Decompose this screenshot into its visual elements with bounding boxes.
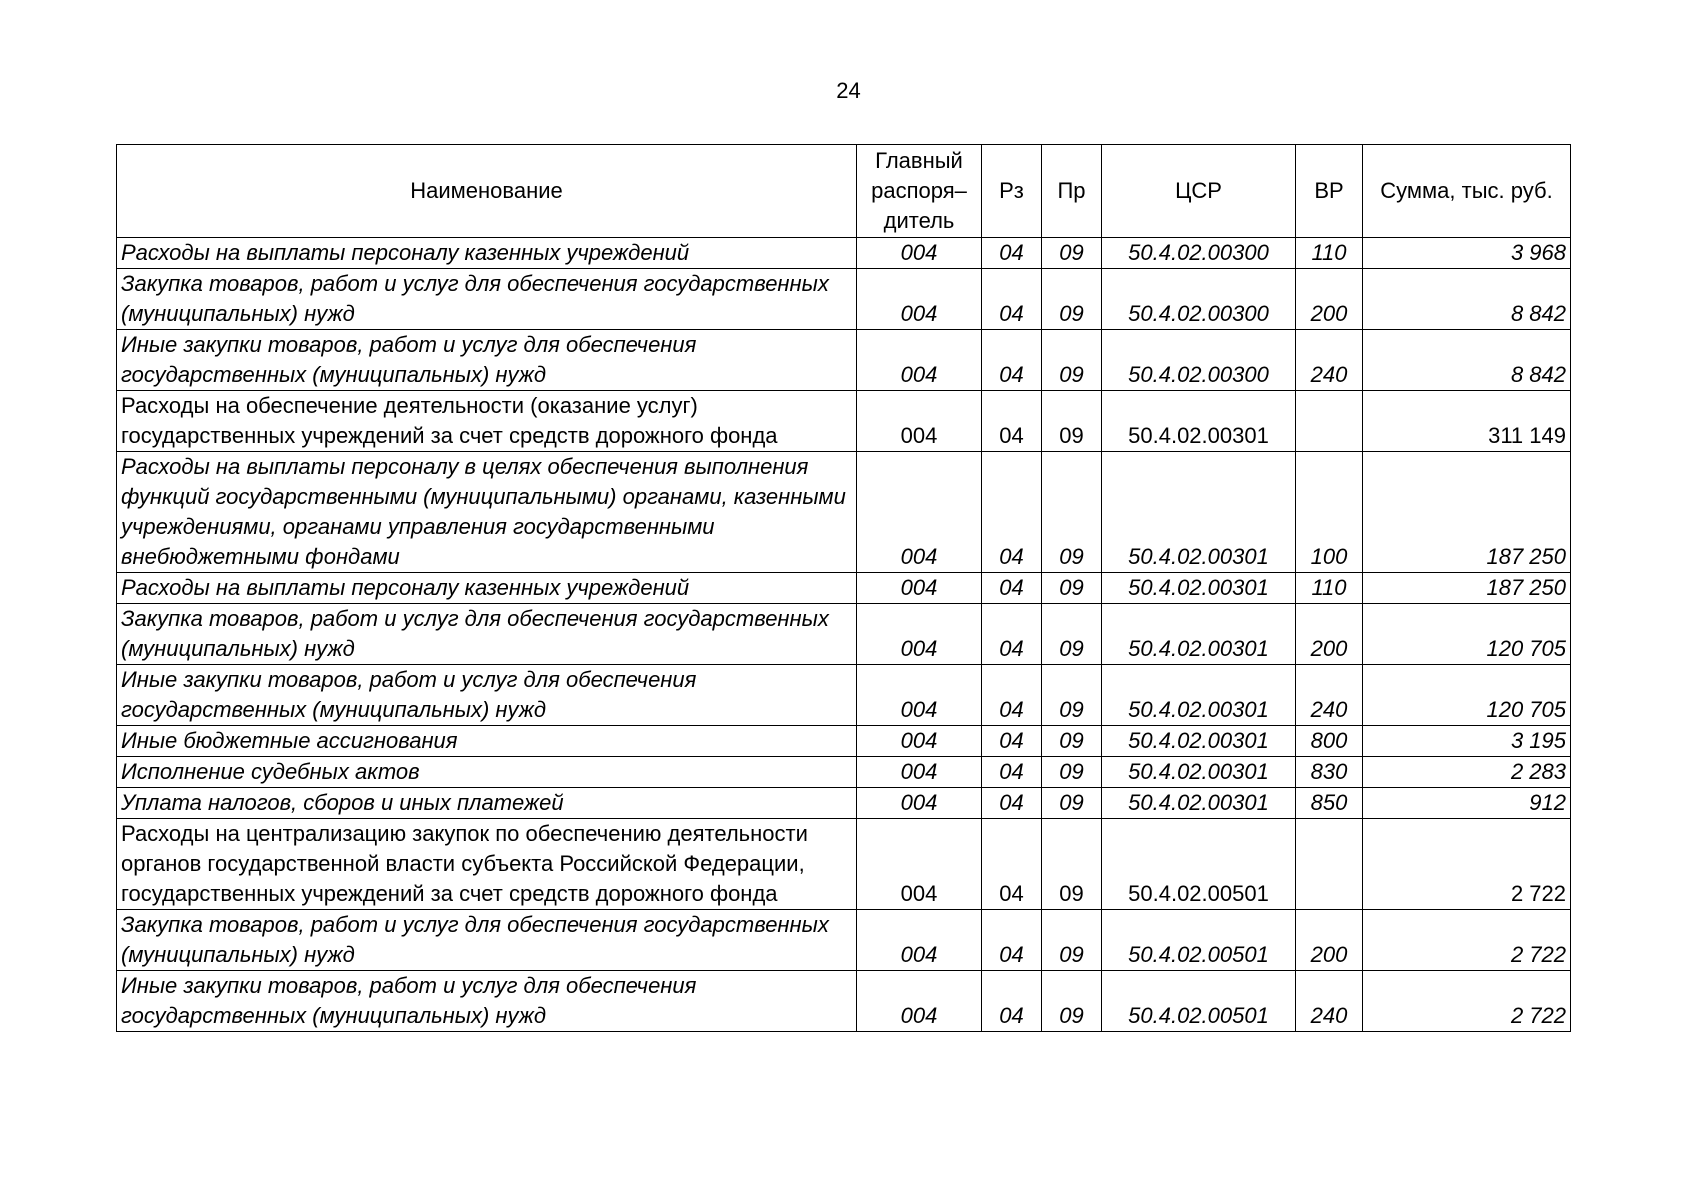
table-header-row [117,145,1571,238]
cell-vr: 240 [1296,330,1363,391]
table-row [117,269,1571,330]
table-row [117,819,1571,910]
cell-sum: 187 250 [1363,573,1571,604]
cell-admin: 004 [857,665,982,726]
cell-csr: 50.4.02.00300 [1102,269,1296,330]
cell-admin: 004 [857,910,982,971]
table-row [117,238,1571,269]
cell-sum: 120 705 [1363,665,1571,726]
cell-name: Иные бюджетные ассигнования [117,726,857,757]
cell-csr: 50.4.02.00301 [1102,452,1296,573]
cell-sum: 2 722 [1363,910,1571,971]
cell-csr: 50.4.02.00301 [1102,665,1296,726]
cell-admin: 004 [857,269,982,330]
cell-rz: 04 [982,391,1042,452]
cell-vr: 110 [1296,238,1363,269]
cell-pr: 09 [1042,665,1102,726]
cell-rz: 04 [982,910,1042,971]
header-name: Наименование [117,145,857,238]
cell-pr: 09 [1042,330,1102,391]
cell-admin: 004 [857,757,982,788]
cell-vr [1296,391,1363,452]
cell-pr: 09 [1042,391,1102,452]
cell-csr: 50.4.02.00301 [1102,726,1296,757]
header-rz: Рз [982,145,1042,238]
cell-name: Расходы на выплаты персоналу в целях обеспечения выполнения функций государственными (муниципальными) органами, казенными учреждениями, органами управления государственными внебюджетными фондами [117,452,857,573]
cell-pr: 09 [1042,269,1102,330]
page-number: 24 [836,78,861,103]
cell-sum: 8 842 [1363,269,1571,330]
cell-vr: 200 [1296,910,1363,971]
cell-sum: 120 705 [1363,604,1571,665]
table-row [117,330,1571,391]
cell-rz: 04 [982,573,1042,604]
table-row [117,910,1571,971]
cell-pr: 09 [1042,971,1102,1032]
header-csr: ЦСР [1102,145,1296,238]
cell-rz: 04 [982,665,1042,726]
cell-vr: 240 [1296,665,1363,726]
cell-admin: 004 [857,788,982,819]
cell-pr: 09 [1042,757,1102,788]
cell-pr: 09 [1042,726,1102,757]
cell-rz: 04 [982,452,1042,573]
cell-sum: 2 722 [1363,971,1571,1032]
table-row [117,757,1571,788]
cell-pr: 09 [1042,819,1102,910]
cell-rz: 04 [982,757,1042,788]
cell-pr: 09 [1042,910,1102,971]
cell-vr: 200 [1296,604,1363,665]
table-row [117,391,1571,452]
cell-name: Расходы на выплаты персоналу казенных учреждений [117,573,857,604]
cell-rz: 04 [982,971,1042,1032]
cell-vr: 110 [1296,573,1363,604]
cell-csr: 50.4.02.00301 [1102,573,1296,604]
cell-sum: 2 722 [1363,819,1571,910]
cell-admin: 004 [857,452,982,573]
table-row [117,452,1571,573]
cell-sum: 187 250 [1363,452,1571,573]
cell-name: Закупка товаров, работ и услуг для обеспечения государственных (муниципальных) нужд [117,604,857,665]
cell-vr: 240 [1296,971,1363,1032]
table-row [117,573,1571,604]
cell-vr: 800 [1296,726,1363,757]
table-row [117,971,1571,1032]
cell-rz: 04 [982,330,1042,391]
cell-admin: 004 [857,604,982,665]
cell-pr: 09 [1042,452,1102,573]
cell-sum: 8 842 [1363,330,1571,391]
cell-admin: 004 [857,971,982,1032]
cell-sum: 3 195 [1363,726,1571,757]
cell-vr: 850 [1296,788,1363,819]
cell-sum: 311 149 [1363,391,1571,452]
cell-vr: 200 [1296,269,1363,330]
cell-name: Иные закупки товаров, работ и услуг для обеспечения государственных (муниципальных) нужд [117,971,857,1032]
cell-admin: 004 [857,391,982,452]
cell-csr: 50.4.02.00300 [1102,238,1296,269]
cell-csr: 50.4.02.00301 [1102,757,1296,788]
cell-sum: 3 968 [1363,238,1571,269]
cell-name: Иные закупки товаров, работ и услуг для обеспечения государственных (муниципальных) нужд [117,665,857,726]
cell-vr: 830 [1296,757,1363,788]
cell-csr: 50.4.02.00501 [1102,910,1296,971]
cell-name: Уплата налогов, сборов и иных платежей [117,788,857,819]
cell-pr: 09 [1042,238,1102,269]
cell-rz: 04 [982,726,1042,757]
cell-rz: 04 [982,269,1042,330]
cell-admin: 004 [857,819,982,910]
cell-csr: 50.4.02.00501 [1102,971,1296,1032]
cell-name: Закупка товаров, работ и услуг для обеспечения государственных (муниципальных) нужд [117,910,857,971]
budget-table [116,144,1571,1032]
header-admin: Главный распоря– дитель [857,145,982,238]
header-vr: ВР [1296,145,1363,238]
cell-rz: 04 [982,604,1042,665]
cell-pr: 09 [1042,604,1102,665]
cell-sum: 2 283 [1363,757,1571,788]
table-row [117,665,1571,726]
cell-rz: 04 [982,788,1042,819]
cell-name: Расходы на обеспечение деятельности (оказание услуг) государственных учреждений за счет средств дорожного фонда [117,391,857,452]
table-row [117,726,1571,757]
cell-pr: 09 [1042,788,1102,819]
cell-name: Исполнение судебных актов [117,757,857,788]
cell-name: Расходы на централизацию закупок по обеспечению деятельности органов государственной власти субъекта Российской Федерации, государственных учреждений за счет средств дорожного фонда [117,819,857,910]
cell-pr: 09 [1042,573,1102,604]
cell-sum: 912 [1363,788,1571,819]
cell-admin: 004 [857,573,982,604]
table-row [117,604,1571,665]
cell-vr: 100 [1296,452,1363,573]
cell-csr: 50.4.02.00501 [1102,819,1296,910]
cell-vr [1296,819,1363,910]
table-row [117,788,1571,819]
cell-csr: 50.4.02.00301 [1102,788,1296,819]
cell-name: Иные закупки товаров, работ и услуг для обеспечения государственных (муниципальных) нужд [117,330,857,391]
cell-csr: 50.4.02.00301 [1102,604,1296,665]
cell-admin: 004 [857,726,982,757]
cell-admin: 004 [857,238,982,269]
cell-csr: 50.4.02.00300 [1102,330,1296,391]
cell-name: Закупка товаров, работ и услуг для обеспечения государственных (муниципальных) нужд [117,269,857,330]
cell-csr: 50.4.02.00301 [1102,391,1296,452]
cell-admin: 004 [857,330,982,391]
header-sum: Сумма, тыс. руб. [1363,145,1571,238]
cell-name: Расходы на выплаты персоналу казенных учреждений [117,238,857,269]
header-pr: Пр [1042,145,1102,238]
cell-rz: 04 [982,238,1042,269]
cell-rz: 04 [982,819,1042,910]
